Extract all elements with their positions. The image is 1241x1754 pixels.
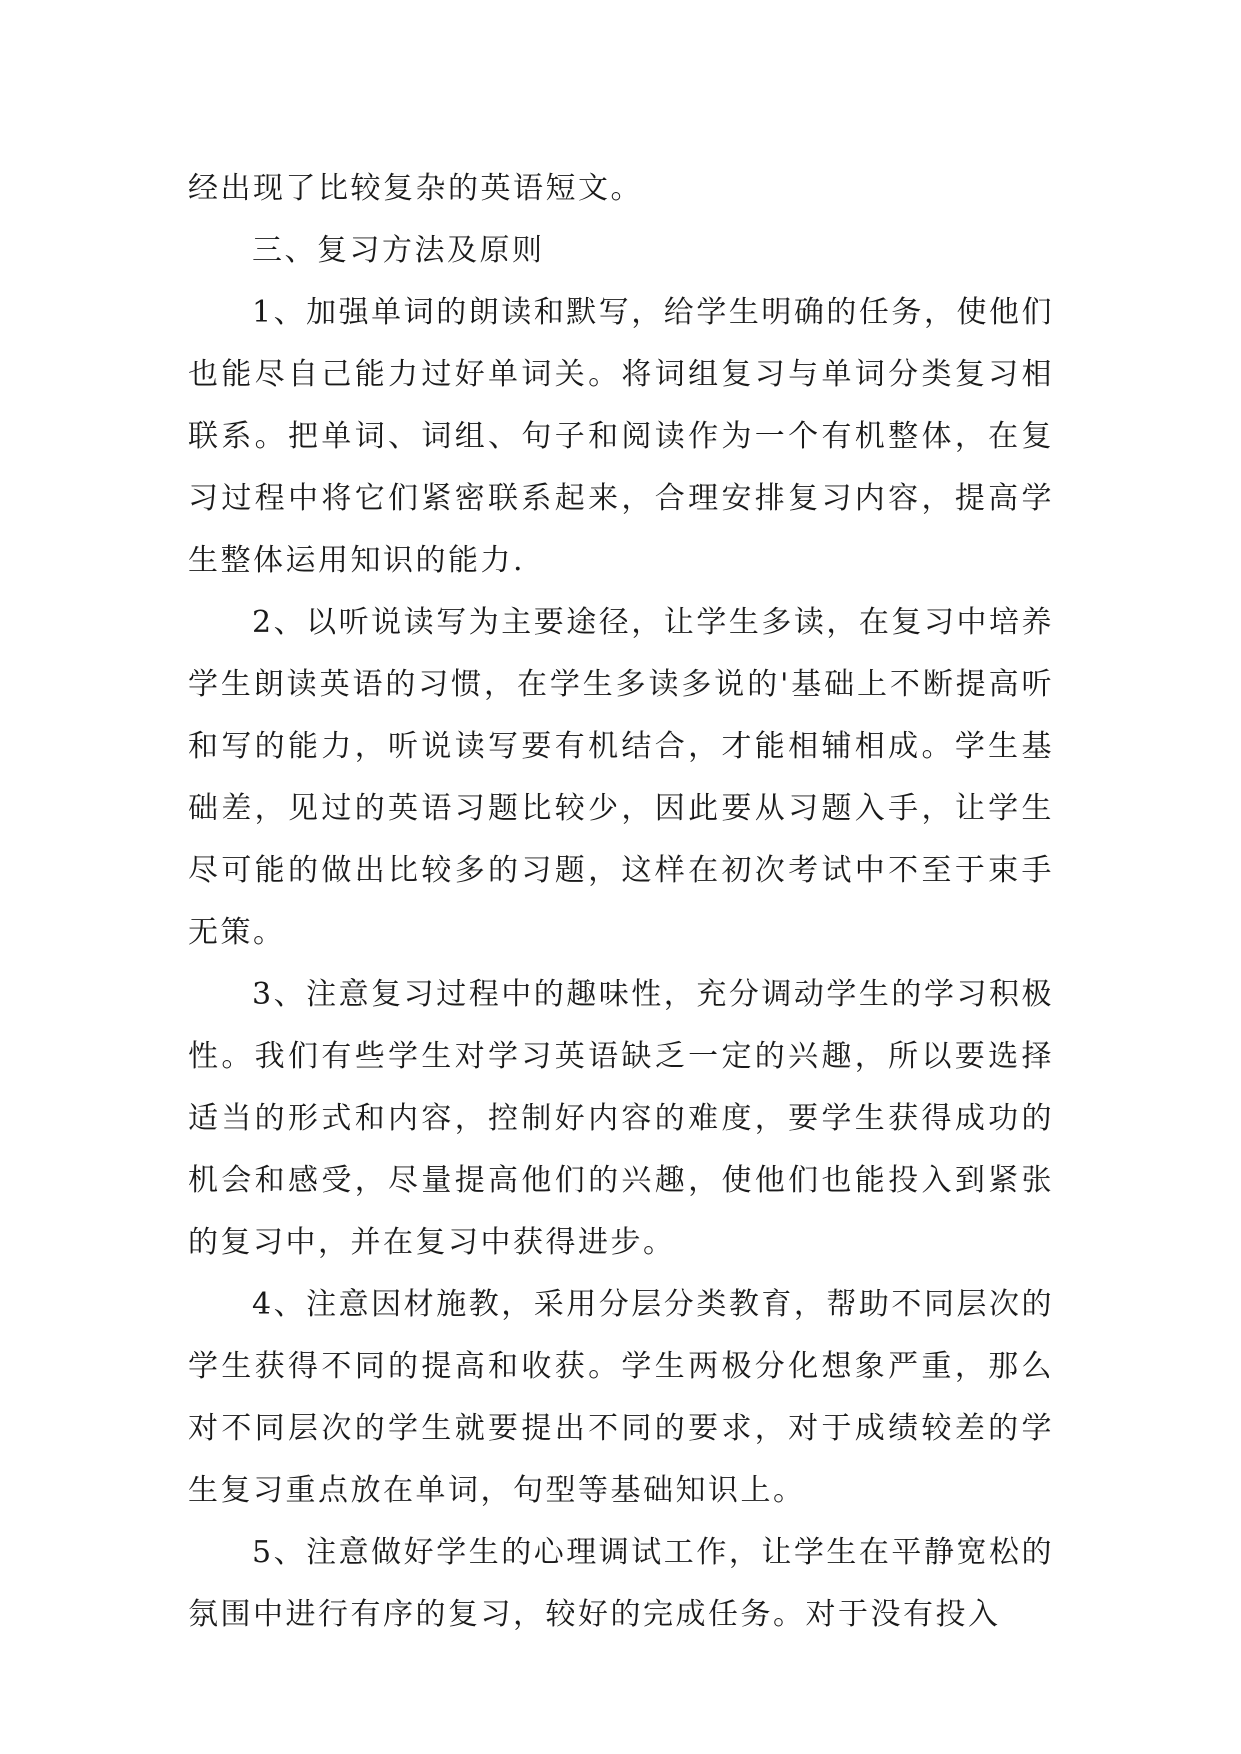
document-body — [188, 158, 1054, 1646]
paragraph-item-5: 5、注意做好学生的心理调试工作，让学生在平静宽松的氛围中进行有序的复习，较好的完成任务。对于没有投入 — [188, 1535, 1054, 1632]
paragraph-item-1: 1、加强单词的朗读和默写，给学生明确的任务，使他们也能尽自己能力过好单词关。将词组复习与单词分类复习相联系。把单词、词组、句子和阅读作为一个有机整体，在复习过程中将它们紧密联系起来，合理安排复习内容，提高学生整体运用知识的能力. — [188, 295, 1054, 578]
paragraph-item-3: 3、注意复习过程中的趣味性，充分调动学生的学习积极性。我们有些学生对学习英语缺乏一定的兴趣，所以要选择适当的形式和内容，控制好内容的难度，要学生获得成功的机会和感受，尽量提高他们的兴趣，使他们也能投入到紧张的复习中，并在复习中获得进步。 — [188, 977, 1054, 1260]
section-heading: 三、复习方法及原则 — [252, 233, 545, 268]
paragraph-continuation: 经出现了比较复杂的英语短文。 — [188, 171, 643, 206]
paragraph-item-4: 4、注意因材施教，采用分层分类教育，帮助不同层次的学生获得不同的提高和收获。学生两极分化想象严重，那么对不同层次的学生就要提出不同的要求，对于成绩较差的学生复习重点放在单词，句型等基础知识上。 — [188, 1287, 1054, 1508]
paragraph-item-2: 2、以听说读写为主要途径，让学生多读，在复习中培养学生朗读英语的习惯，在学生多读多说的'基础上不断提高听和写的能力，听说读写要有机结合，才能相辅相成。学生基础差，见过的英语习题比较少，因此要从习题入手，让学生尽可能的做出比较多的习题，这样在初次考试中不至于束手无策。 — [188, 605, 1054, 950]
